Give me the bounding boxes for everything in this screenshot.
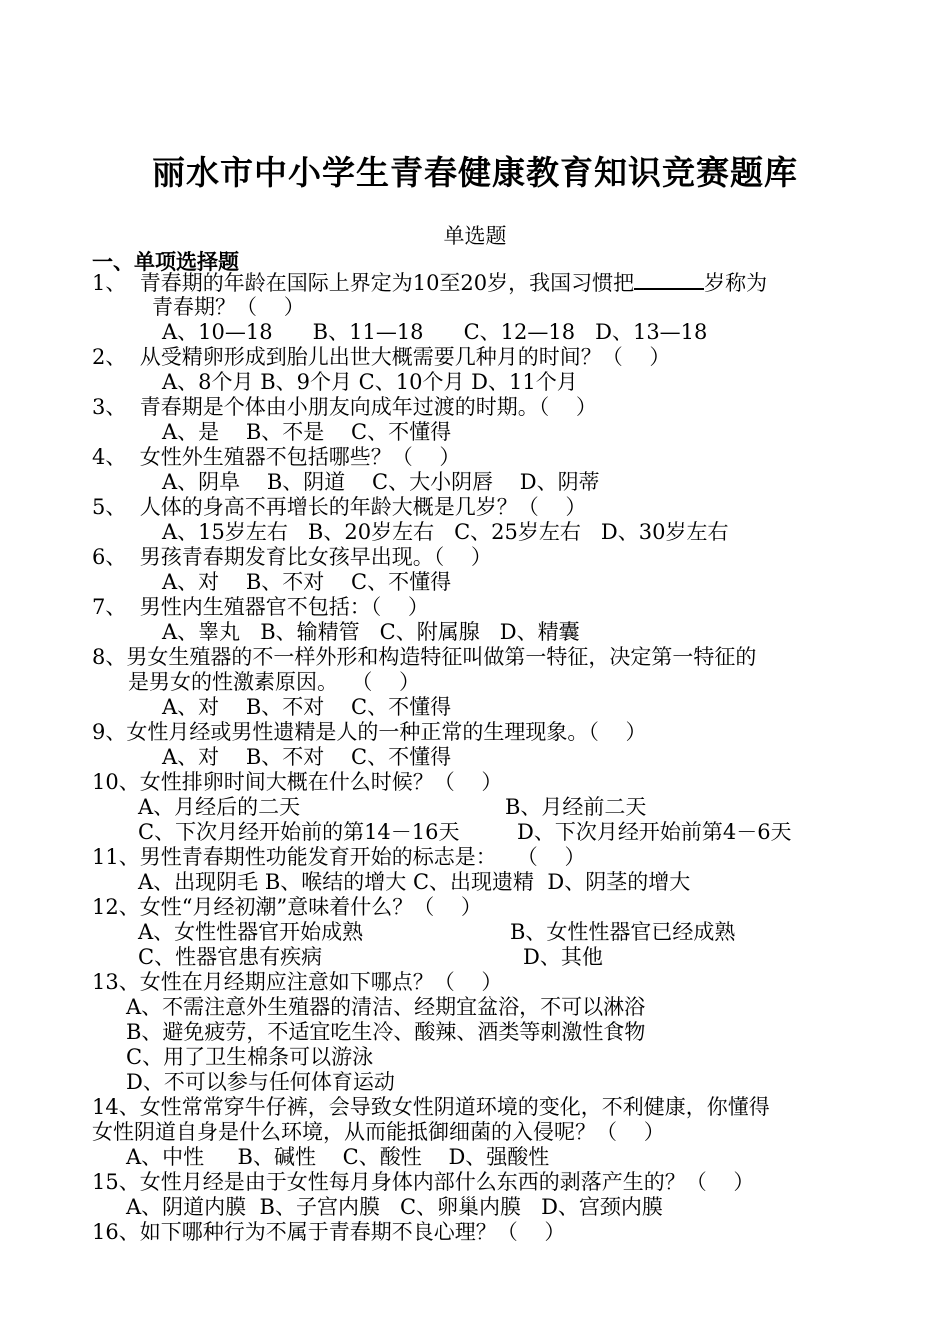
question-13-option-b: B、避免疲劳，不适宜吃生冷、酸辣、酒类等刺激性食物 — [126, 1020, 646, 1044]
question-2: 2、 从受精卵形成到胎儿出世大概需要几种月的时间？（ ） — [92, 345, 671, 369]
section-heading: 一、单项选择题 — [92, 250, 239, 274]
question-14-options: A、中性 B、碱性 C、酸性 D、强酸性 — [126, 1145, 550, 1169]
question-13-option-d: D、不可以参与任何体育运动 — [126, 1070, 395, 1094]
subtitle: 单选题 — [443, 224, 507, 248]
question-8-cont: 是男女的性激素原因。 （ ） — [128, 670, 421, 694]
question-10: 10、女性排卵时间大概在什么时候？（ ） — [92, 770, 503, 794]
question-12-option-a: A、女性性器官开始成熟 — [138, 920, 364, 944]
question-1-options: A、10—18 B、11—18 C、12—18 D、13—18 — [162, 320, 708, 344]
question-3: 3、 青春期是个体由小朋友向成年过渡的时期。（ ） — [92, 395, 597, 419]
question-4: 4、 女性外生殖器不包括哪些？（ ） — [92, 445, 461, 469]
question-12: 12、女性“月经初潮”意味着什么？（ ） — [92, 895, 482, 919]
question-8: 8、男女生殖器的不一样外形和构造特征叫做第一特征，决定第一特征的 — [92, 645, 757, 669]
question-10-option-d: D、下次月经开始前第4－6天 — [517, 820, 792, 844]
question-15: 15、女性月经是由于女性每月身体内部什么东西的剥落产生的？（ ） — [92, 1170, 755, 1194]
question-12-option-d: D、其他 — [523, 945, 603, 969]
question-13-option-a: A、不需注意外生殖器的清洁、经期宜盆浴，不可以淋浴 — [126, 995, 646, 1019]
fill-blank — [634, 270, 704, 290]
question-7: 7、 男性内生殖器官不包括：（ ） — [92, 595, 429, 619]
question-5: 5、 人体的身高不再增长的年龄大概是几岁？（ ） — [92, 495, 587, 519]
question-14: 14、女性常常穿牛仔裤，会导致女性阴道环境的变化，不利健康，你懂得 — [92, 1095, 770, 1119]
question-10-option-a: A、月经后的二天 — [138, 795, 301, 819]
question-5-options: A、15岁左右 B、20岁左右 C、25岁左右 D、30岁左右 — [162, 520, 729, 544]
question-2-options: A、8个月 B、9个月 C、10个月 D、11个月 — [162, 370, 578, 394]
question-10-option-b: B、月经前二天 — [505, 795, 647, 819]
page-title: 丽水市中小学生青春健康教育知识竞赛题库 — [152, 153, 798, 192]
question-11: 11、男性青春期性功能发育开始的标志是： （ ） — [92, 845, 586, 869]
question-14-cont: 女性阴道自身是什么环境，从而能抵御细菌的入侵呢？（ ） — [92, 1120, 665, 1144]
question-13-option-c: C、用了卫生棉条可以游泳 — [126, 1045, 374, 1069]
question-1-cont: 青春期？（ ） — [152, 295, 305, 319]
question-12-option-c: C、性器官患有疾病 — [138, 945, 323, 969]
question-4-options: A、阴阜 B、阴道 C、大小阴唇 D、阴蒂 — [162, 470, 600, 494]
question-8-options: A、对 B、不对 C、不懂得 — [162, 695, 452, 719]
question-1: 1、 青春期的年龄在国际上界定为10至20岁，我国习惯把 岁称为 — [92, 271, 768, 295]
question-3-options: A、是 B、不是 C、不懂得 — [162, 420, 452, 444]
question-10-option-c: C、下次月经开始前的第14－16天 — [138, 820, 460, 844]
question-12-option-b: B、女性性器官已经成熟 — [510, 920, 736, 944]
question-13: 13、女性在月经期应注意如下哪点？（ ） — [92, 970, 503, 994]
question-6-options: A、对 B、不对 C、不懂得 — [162, 570, 452, 594]
question-7-options: A、睾丸 B、输精管 C、附属腺 D、精囊 — [162, 620, 580, 644]
question-16: 16、如下哪种行为不属于青春期不良心理？（ ） — [92, 1220, 566, 1244]
question-9-options: A、对 B、不对 C、不懂得 — [162, 745, 452, 769]
question-11-options: A、出现阴毛 B、喉结的增大 C、出现遗精 D、阴茎的增大 — [138, 870, 691, 894]
question-9: 9、女性月经或男性遗精是人的一种正常的生理现象。（ ） — [92, 720, 647, 744]
question-15-options: A、阴道内膜 B、子宫内膜 C、卵巢内膜 D、宫颈内膜 — [126, 1195, 663, 1219]
question-6: 6、 男孩青春期发育比女孩早出现。（ ） — [92, 545, 492, 569]
